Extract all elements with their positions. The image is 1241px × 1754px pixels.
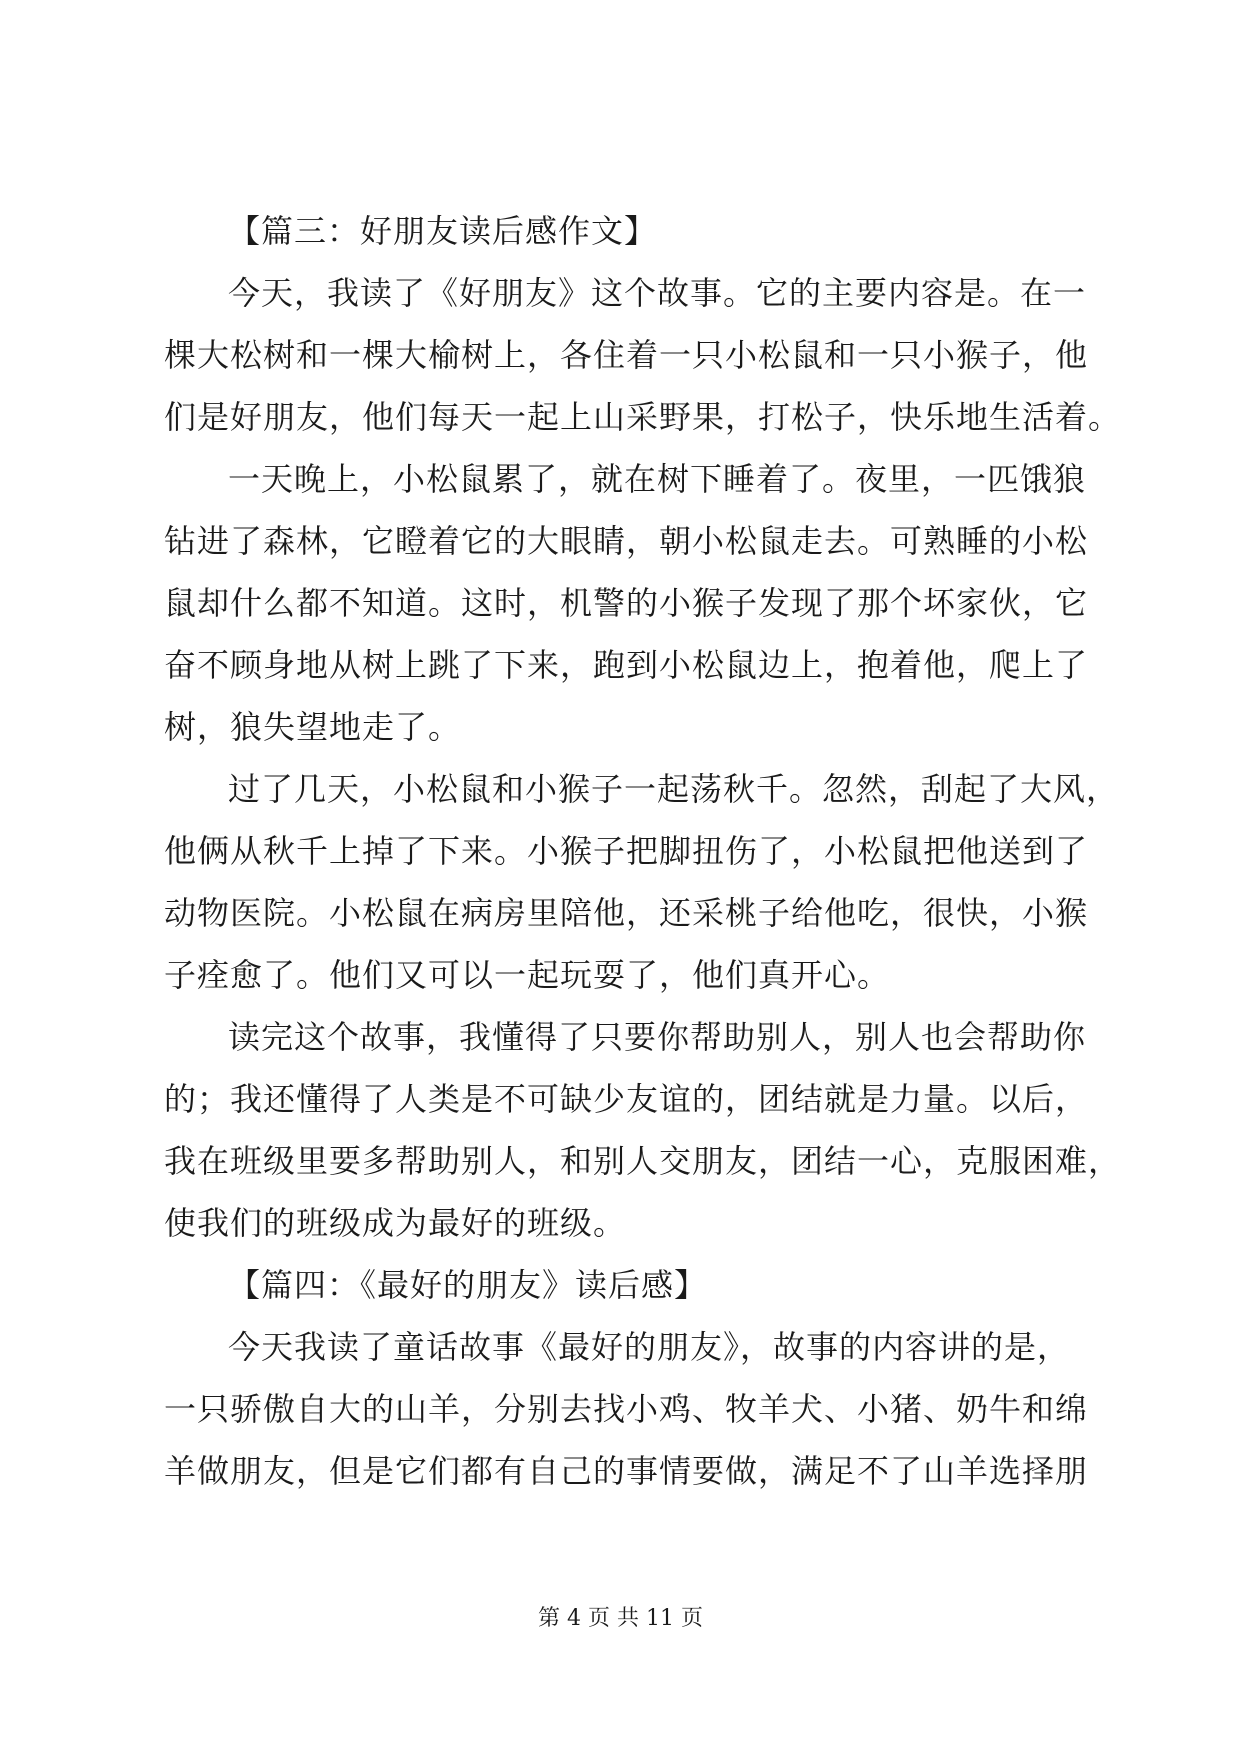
text-line: 他俩从秋千上掉了下来。小猴子把脚扭伤了，小松鼠把他送到了 xyxy=(164,832,1089,870)
text-line: 读完这个故事，我懂得了只要你帮助别人，别人也会帮助你 xyxy=(228,1018,1087,1056)
text-line: 过了几天，小松鼠和小猴子一起荡秋千。忽然，刮起了大风， xyxy=(228,770,1120,808)
text-line: 我在班级里要多帮助别人，和别人交朋友，团结一心，克服困难， xyxy=(164,1142,1122,1180)
text-line: 奋不顾身地从树上跳了下来，跑到小松鼠边上，抱着他，爬上了 xyxy=(164,646,1089,684)
text-line: 树，狼失望地走了。 xyxy=(164,708,462,746)
text-line: 棵大松树和一棵大榆树上，各住着一只小松鼠和一只小猴子，他 xyxy=(164,336,1089,374)
document-body xyxy=(164,200,1122,1502)
text-line: 钻进了森林，它瞪着它的大眼睛，朝小松鼠走去。可熟睡的小松 xyxy=(164,522,1089,560)
text-line: 鼠却什么都不知道。这时，机警的小猴子发现了那个坏家伙，它 xyxy=(164,584,1089,622)
page-number-footer: 第 4 页 共 11 页 xyxy=(538,1606,703,1631)
text-line: 动物医院。小松鼠在病房里陪他，还采桃子给他吃，很快，小猴 xyxy=(164,894,1089,932)
text-line: 的；我还懂得了人类是不可缺少友谊的，团结就是力量。以后， xyxy=(164,1080,1089,1118)
text-line: 一只骄傲自大的山羊，分别去找小鸡、牧羊犬、小猪、奶牛和绵 xyxy=(164,1390,1089,1428)
text-line: 使我们的班级成为最好的班级。 xyxy=(164,1204,627,1242)
text-line: 们是好朋友，他们每天一起上山采野果，打松子，快乐地生活着。 xyxy=(164,398,1122,436)
text-line: 今天我读了童话故事《最好的朋友》，故事的内容讲的是， xyxy=(228,1328,1071,1366)
text-line: 今天，我读了《好朋友》这个故事。它的主要内容是。在一 xyxy=(228,274,1087,312)
text-line: 羊做朋友，但是它们都有自己的事情要做，满足不了山羊选择朋 xyxy=(164,1452,1089,1490)
section-heading-4: 【篇四：《最好的朋友》读后感】 xyxy=(228,1266,708,1304)
text-line: 一天晚上，小松鼠累了，就在树下睡着了。夜里，一匹饿狼 xyxy=(228,460,1087,498)
text-line: 子痊愈了。他们又可以一起玩耍了，他们真开心。 xyxy=(164,956,891,994)
section-heading-3: 【篇三：好朋友读后感作文】 xyxy=(228,212,658,250)
